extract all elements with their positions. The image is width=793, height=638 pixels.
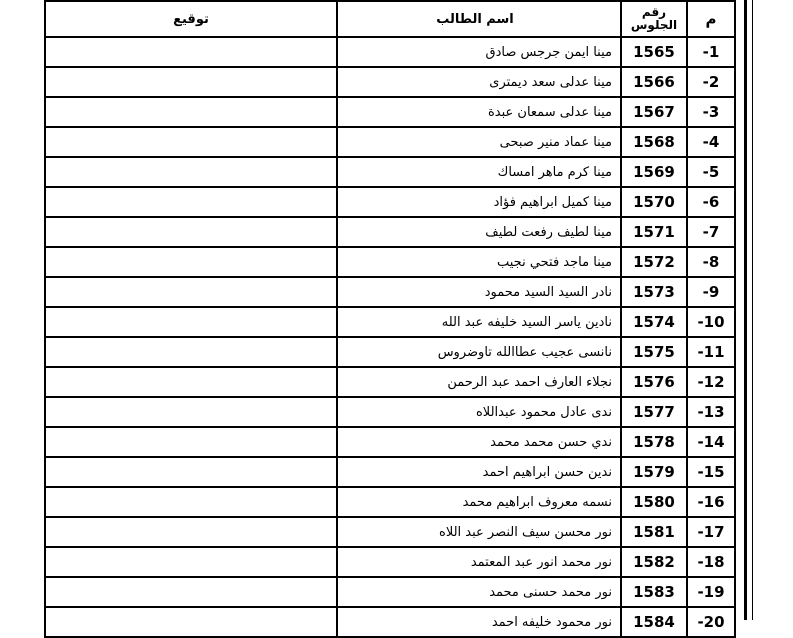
signature-cell (45, 127, 337, 157)
page-edge-line-thin (752, 0, 753, 620)
student-name: نسمه معروف ابراهيم محمد (337, 487, 621, 517)
seat-number: 1576 (621, 367, 687, 397)
row-number: -18 (687, 547, 735, 577)
signature-cell (45, 607, 337, 637)
student-name: ندين حسن ابراهيم احمد (337, 457, 621, 487)
table-row (45, 607, 735, 637)
row-number: -10 (687, 307, 735, 337)
table-row (45, 277, 735, 307)
signature-cell (45, 547, 337, 577)
signature-cell (45, 247, 337, 277)
table-row (45, 547, 735, 577)
seat-number: 1568 (621, 127, 687, 157)
seat-number: 1566 (621, 67, 687, 97)
table-row (45, 97, 735, 127)
student-name: ندى عادل محمود عبداللاه (337, 397, 621, 427)
seat-number: 1577 (621, 397, 687, 427)
signature-cell (45, 577, 337, 607)
student-name: مينا كرم ماهر امساك (337, 157, 621, 187)
signature-cell (45, 487, 337, 517)
row-number: -3 (687, 97, 735, 127)
signature-cell (45, 157, 337, 187)
row-number: -6 (687, 187, 735, 217)
row-number: -2 (687, 67, 735, 97)
student-name: نادين ياسر السيد خليفه عبد الله (337, 307, 621, 337)
student-name: نور محمد انور عبد المعتمد (337, 547, 621, 577)
row-number: -4 (687, 127, 735, 157)
page-edge-line (744, 0, 747, 620)
table-row (45, 217, 735, 247)
table-row (45, 487, 735, 517)
seat-number: 1572 (621, 247, 687, 277)
seat-number: 1575 (621, 337, 687, 367)
table-row (45, 307, 735, 337)
seat-number: 1581 (621, 517, 687, 547)
student-name: مينا عدلى سمعان عبدة (337, 97, 621, 127)
row-number: -12 (687, 367, 735, 397)
signature-cell (45, 187, 337, 217)
signature-cell (45, 37, 337, 67)
signature-cell (45, 277, 337, 307)
student-name: نور محمود خليفه احمد (337, 607, 621, 637)
signature-cell (45, 307, 337, 337)
table-row (45, 517, 735, 547)
table-header-row (45, 1, 735, 37)
student-name: مينا عماد منير صبحى (337, 127, 621, 157)
signature-cell (45, 337, 337, 367)
table-row (45, 247, 735, 277)
seat-number: 1584 (621, 607, 687, 637)
student-name: ندي حسن محمد محمد (337, 427, 621, 457)
signature-cell (45, 457, 337, 487)
student-name: نور محسن سيف النصر عبد اللاه (337, 517, 621, 547)
student-name: نانسى عجيب عطاالله تاوضروس (337, 337, 621, 367)
signature-cell (45, 97, 337, 127)
table-row (45, 577, 735, 607)
table-row (45, 157, 735, 187)
row-number: -8 (687, 247, 735, 277)
student-name: نجلاء العارف احمد عبد الرحمن (337, 367, 621, 397)
row-number: -15 (687, 457, 735, 487)
seat-number: 1574 (621, 307, 687, 337)
row-number: -7 (687, 217, 735, 247)
student-name: نور محمد حسنى محمد (337, 577, 621, 607)
header-name: اسم الطالب (337, 1, 621, 37)
seat-number: 1580 (621, 487, 687, 517)
table-row (45, 187, 735, 217)
table-row (45, 367, 735, 397)
seat-number: 1582 (621, 547, 687, 577)
signature-cell (45, 517, 337, 547)
student-name: مينا ايمن جرجس صادق (337, 37, 621, 67)
signature-cell (45, 217, 337, 247)
row-number: -5 (687, 157, 735, 187)
table-row (45, 67, 735, 97)
students-table (44, 0, 736, 638)
seat-number: 1567 (621, 97, 687, 127)
seat-number: 1565 (621, 37, 687, 67)
student-name: مينا عدلى سعد ديمترى (337, 67, 621, 97)
row-number: -11 (687, 337, 735, 367)
row-number: -9 (687, 277, 735, 307)
table-row (45, 337, 735, 367)
row-number: -20 (687, 607, 735, 637)
seat-number: 1579 (621, 457, 687, 487)
signature-cell (45, 397, 337, 427)
row-number: -16 (687, 487, 735, 517)
seat-number: 1569 (621, 157, 687, 187)
table-row (45, 427, 735, 457)
student-name: مينا لطيف رفعت لطيف (337, 217, 621, 247)
table-row (45, 397, 735, 427)
header-seat: رقم الجلوس (621, 1, 687, 37)
header-sign: توقيع (45, 1, 337, 37)
student-name: مينا ماجد فتحي نجيب (337, 247, 621, 277)
seat-number: 1571 (621, 217, 687, 247)
row-number: -14 (687, 427, 735, 457)
row-number: -19 (687, 577, 735, 607)
signature-cell (45, 427, 337, 457)
student-name: مينا كميل ابراهيم فؤاد (337, 187, 621, 217)
header-num: م (687, 1, 735, 37)
table-row (45, 127, 735, 157)
table-row (45, 37, 735, 67)
row-number: -17 (687, 517, 735, 547)
student-name: نادر السيد السيد محمود (337, 277, 621, 307)
table-row (45, 457, 735, 487)
signature-cell (45, 67, 337, 97)
seat-number: 1583 (621, 577, 687, 607)
seat-number: 1573 (621, 277, 687, 307)
row-number: -13 (687, 397, 735, 427)
signature-cell (45, 367, 337, 397)
seat-number: 1570 (621, 187, 687, 217)
seat-number: 1578 (621, 427, 687, 457)
row-number: -1 (687, 37, 735, 67)
